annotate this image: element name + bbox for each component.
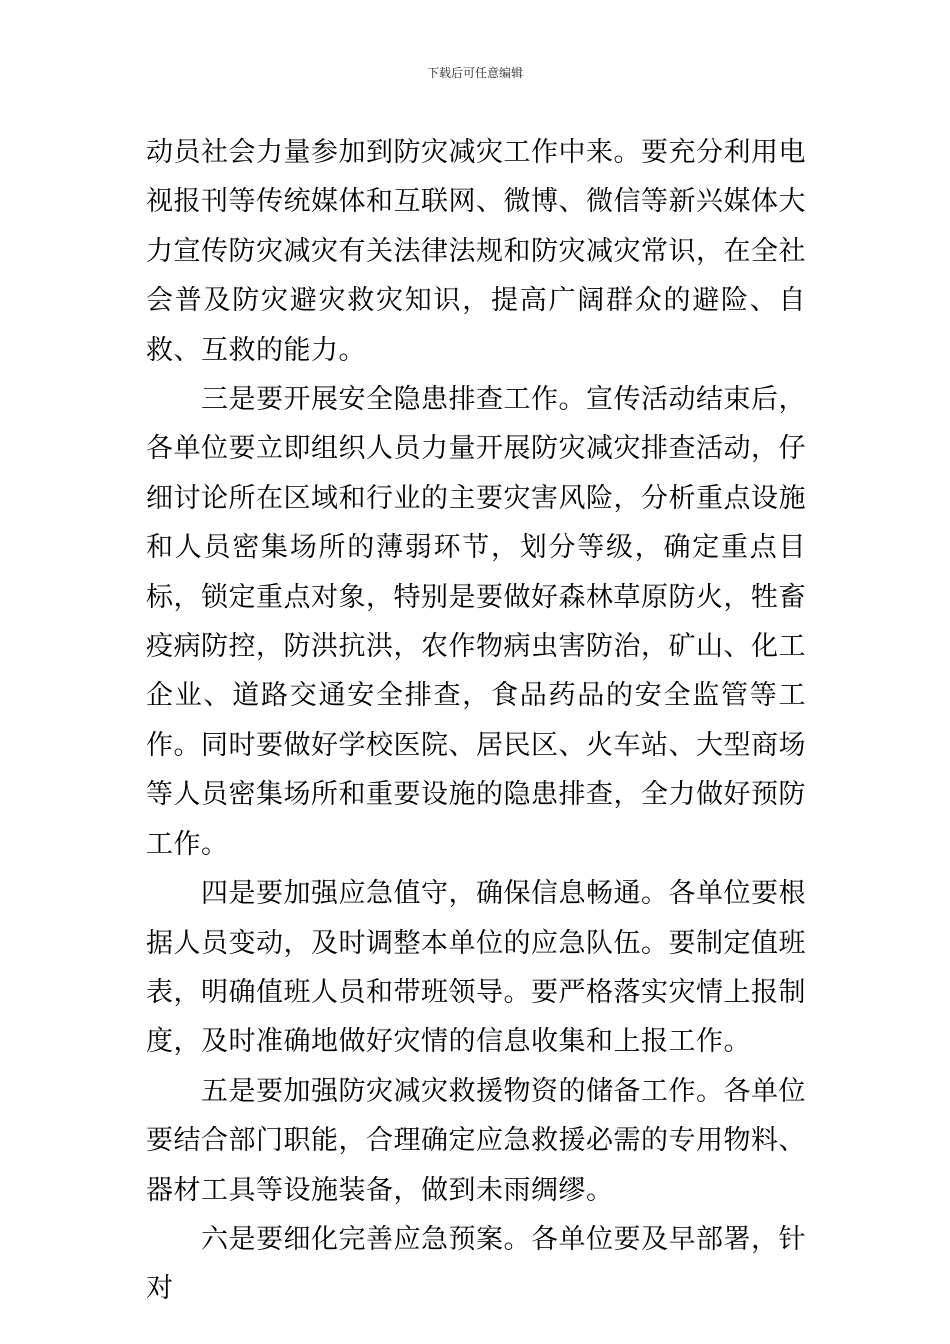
document-body — [146, 128, 806, 1314]
paragraph-3: 四是要加强应急值守，确保信息畅通。各单位要根据人员变动，及时调整本单位的应急队伍。要制定值班表，明确值班人员和带班领导。要严格落实灾情上报制度，及时准确地做好灾情的信息收集和上报工作。 — [146, 878, 806, 1058]
paragraph-2: 三是要开展安全隐患排查工作。宣传活动结束后，各单位要立即组织人员力量开展防灾减灾排查活动，仔细讨论所在区域和行业的主要灾害风险，分析重点设施和人员密集场所的薄弱环节，划分等级，确定重点目标，锁定重点对象，特别是要做好森林草原防火，牲畜疫病防控，防洪抗洪，农作物病虫害防治，矿山、化工企业、道路交通安全排查，食品药品的安全监管等工作。同时要做好学校医院、居民区、火车站、大型商场等人员密集场所和重要设施的隐患排查，全力做好预防工作。 — [146, 384, 806, 860]
paragraph-1: 动员社会力量参加到防灾减灾工作中来。要充分利用电视报刊等传统媒体和互联网、微博、微信等新兴媒体大力宣传防灾减灾有关法律法规和防灾减灾常识，在全社会普及防灾避灾救灾知识，提高广阔群众的避险、自救、互救的能力。 — [146, 137, 806, 366]
paragraph-4: 五是要加强防灾减灾救援物资的储备工作。各单位要结合部门职能，合理确定应急救援必需的专用物料、器材工具等设施装备，做到未雨绸缪。 — [146, 1075, 806, 1206]
paragraph-5: 六是要细化完善应急预案。各单位要及早部署，针对 — [146, 1223, 806, 1305]
page-header: 下载后可任意编辑 — [426, 66, 523, 80]
